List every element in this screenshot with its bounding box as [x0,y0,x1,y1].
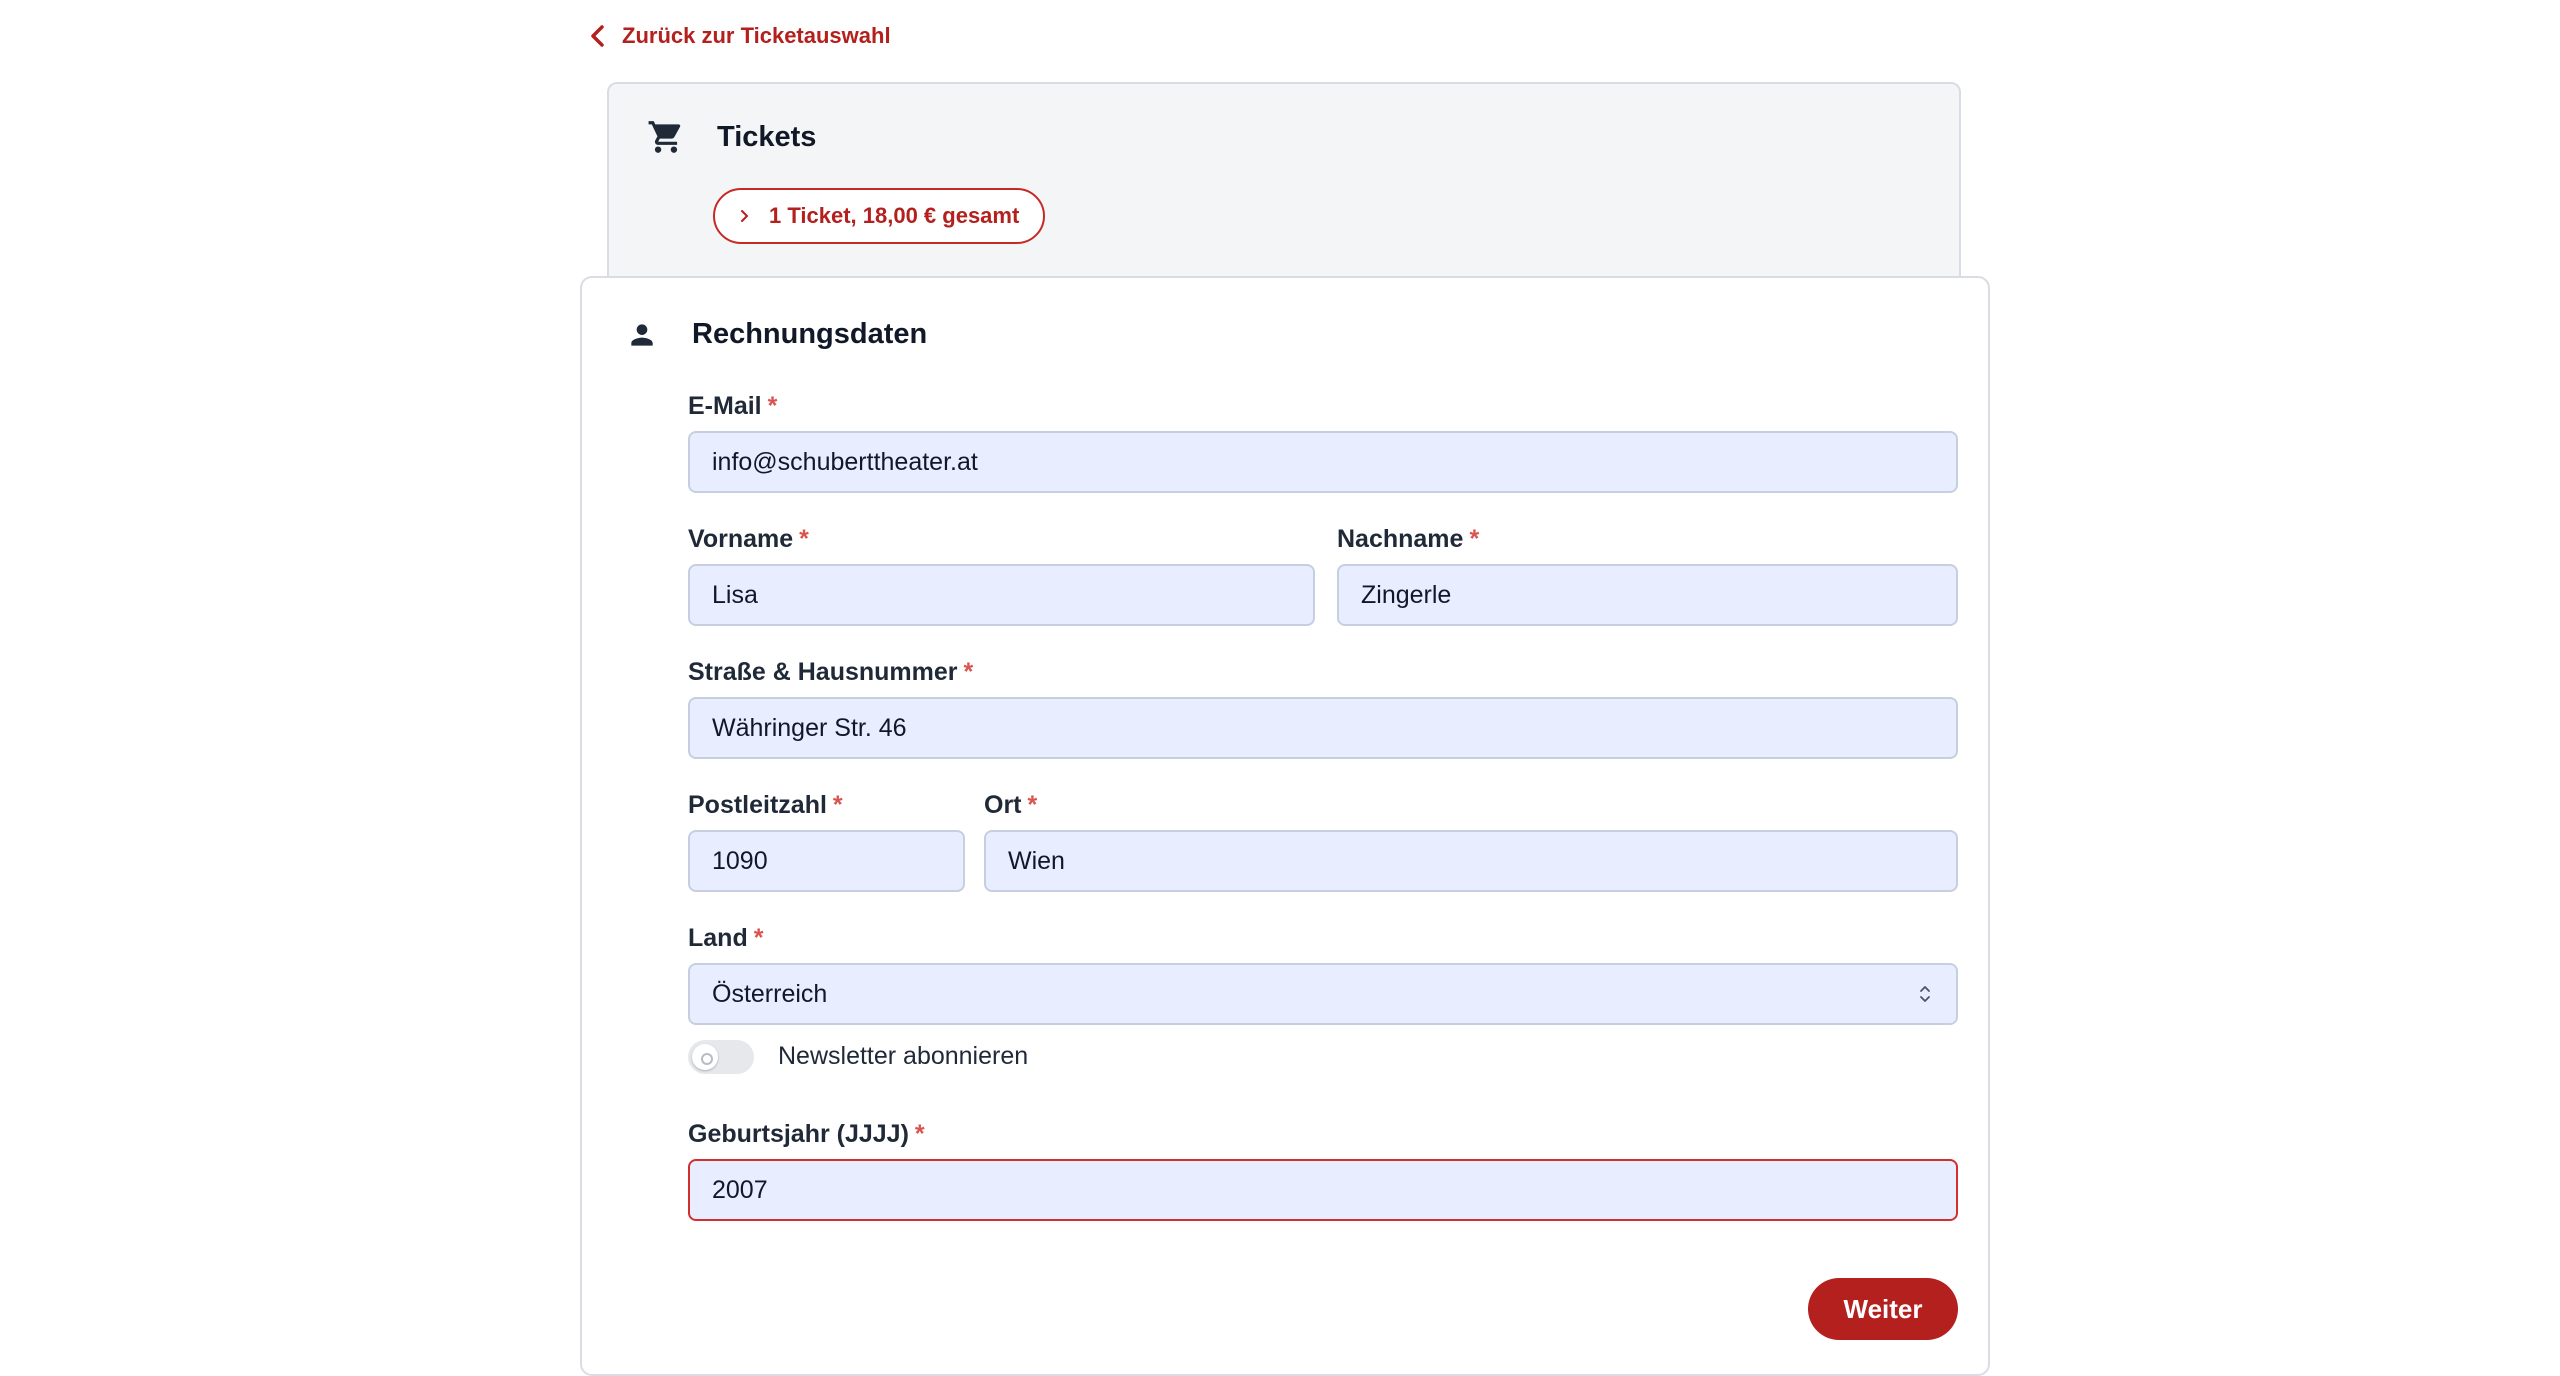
birth-year-label: Geburtsjahr (JJJJ) * [688,1120,925,1148]
tickets-summary-button[interactable] [713,188,1045,244]
chevron-right-icon [739,209,749,223]
country-select[interactable]: Österreich [688,963,1958,1025]
billing-title: Rechnungsdaten [692,318,928,350]
tickets-title: Tickets [717,120,817,153]
back-to-ticket-selection-link[interactable] [588,20,891,52]
first-name-input[interactable]: Lisa [688,564,1315,626]
newsletter-label: Newsletter abonnieren [778,1042,1029,1070]
required-marker: * [1469,525,1480,553]
last-name-input[interactable]: Zingerle [1337,564,1958,626]
required-marker: * [799,525,809,553]
billing-card [580,276,1990,1376]
select-arrows-icon [1918,982,1932,1006]
city-label: Ort * [984,791,1038,819]
city-input[interactable]: Wien [984,830,1958,892]
required-marker: * [767,392,778,420]
last-name-label: Nachname * [1337,525,1480,553]
first-name-label: Vorname * [688,525,809,553]
newsletter-toggle[interactable] [688,1040,754,1074]
toggle-knob [692,1044,718,1070]
required-marker: * [914,1120,925,1148]
zip-input[interactable]: 1090 [688,830,965,892]
email-label: E-Mail * [688,392,778,420]
required-marker: * [1027,791,1038,819]
back-link-label: Zurück zur Ticketauswahl [622,23,891,48]
country-label: Land * [688,924,764,952]
email-input[interactable]: info@schuberttheater.at [688,431,1958,493]
birth-year-input[interactable]: 2007 [688,1159,1958,1221]
next-button[interactable]: Weiter [1808,1278,1958,1340]
required-marker: * [963,658,974,686]
zip-label: Postleitzahl * [688,791,843,819]
chevron-left-icon [588,24,608,48]
person-icon [626,319,658,351]
tickets-summary-label: 1 Ticket, 18,00 € gesamt [769,203,1020,228]
street-input[interactable]: Währinger Str. 46 [688,697,1958,759]
required-marker: * [832,791,843,819]
cart-icon [647,118,685,156]
billing-header [626,318,927,351]
required-marker: * [753,924,764,952]
tickets-header [647,118,816,156]
street-label: Straße & Hausnummer * [688,658,974,686]
